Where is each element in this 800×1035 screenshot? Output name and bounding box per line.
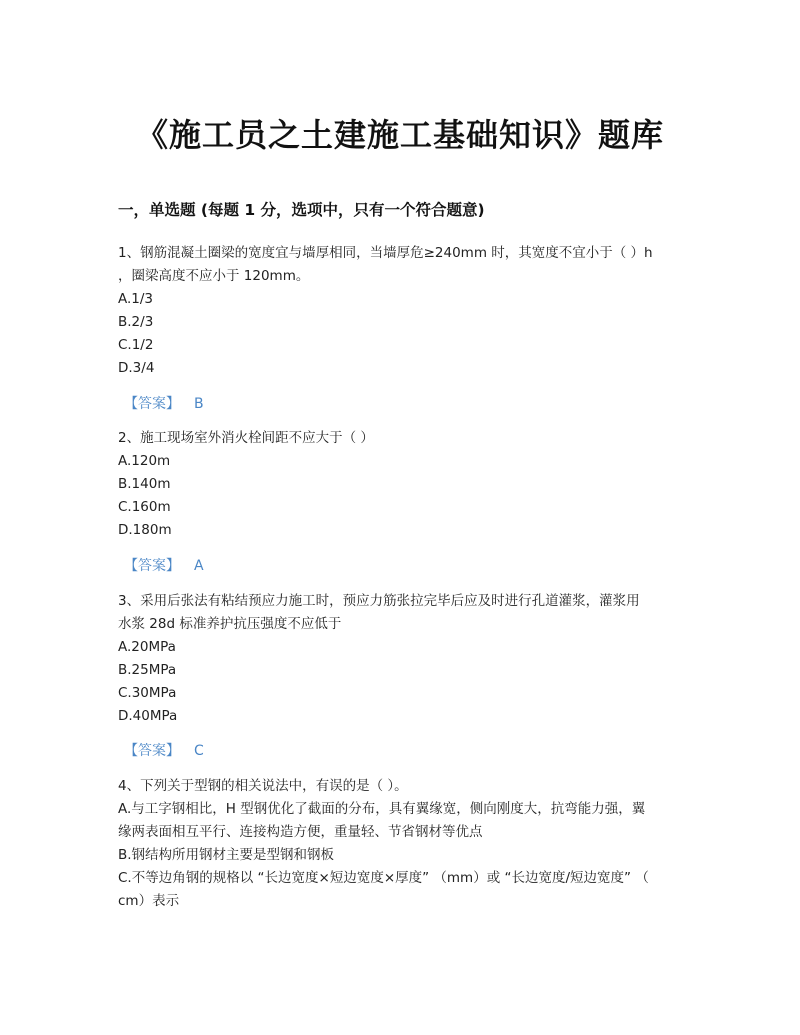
section-heading: 一，单选题 (每题 1 分，选项中，只有一个符合题意) xyxy=(118,201,485,219)
document-title: 《施工员之土建施工基础知识》题库 xyxy=(135,116,664,154)
question-1-option-c: C.1/2 xyxy=(118,337,154,353)
question-3-answer xyxy=(124,740,204,760)
answer-label: 【答案】 xyxy=(124,558,180,574)
question-2-option-c: C.160m xyxy=(118,499,171,515)
question-4-option-b: B.钢结构所用钢材主要是型钢和钢板 xyxy=(118,847,335,863)
question-3-stem-line-2: 水浆 28d 标准养护抗压强度不应低于 xyxy=(118,616,342,632)
answer-value: A xyxy=(194,558,204,574)
answer-value: B xyxy=(194,396,204,412)
question-2-option-b: B.140m xyxy=(118,476,171,492)
question-4-option-c-line-2: cm）表示 xyxy=(118,893,180,909)
answer-label: 【答案】 xyxy=(124,743,180,759)
question-3-option-a: A.20MPa xyxy=(118,639,176,655)
question-1-option-b: B.2/3 xyxy=(118,314,154,330)
question-2-option-a: A.120m xyxy=(118,453,171,469)
question-1-stem-line-1: 1、钢筋混凝土圈梁的宽度宜与墙厚相同，当墙厚危≥240mm 时，其宽度不宜小于（ ）h xyxy=(118,245,653,261)
question-2-option-d: D.180m xyxy=(118,522,172,538)
question-3-stem-line-1: 3、采用后张法有粘结预应力施工时，预应力筋张拉完毕后应及时进行孔道灌浆，灌浆用 xyxy=(118,593,640,609)
question-4-option-a-line-2: 缘两表面相互平行、连接构造方便，重量轻、节省钢材等优点 xyxy=(118,824,483,840)
question-4 xyxy=(118,775,684,913)
question-3-option-d: D.40MPa xyxy=(118,708,178,724)
question-1-option-d: D.3/4 xyxy=(118,360,155,376)
question-2-stem-line-1: 2、施工现场室外消火栓间距不应大于（ ） xyxy=(118,430,374,446)
question-2 xyxy=(118,427,684,542)
question-3-option-b: B.25MPa xyxy=(118,662,177,678)
question-1-answer xyxy=(124,393,204,413)
question-4-option-c-line-1: C.不等边角钢的规格以 “长边宽度×短边宽度×厚度” （mm）或 “长边宽度/短边宽度” （ xyxy=(118,870,649,886)
question-1 xyxy=(118,242,684,380)
answer-label: 【答案】 xyxy=(124,396,180,412)
question-1-option-a: A.1/3 xyxy=(118,291,154,307)
question-1-stem-line-2: ，圈梁高度不应小于 120mm。 xyxy=(118,268,310,284)
question-4-option-a-line-1: A.与工字钢相比，H 型钢优化了截面的分布，具有翼缘宽，侧向刚度大，抗弯能力强，翼 xyxy=(118,801,646,817)
question-2-answer xyxy=(124,555,204,575)
question-3-option-c: C.30MPa xyxy=(118,685,177,701)
answer-value: C xyxy=(194,743,204,759)
question-4-stem-line-1: 4、下列关于型钢的相关说法中，有误的是（ ）。 xyxy=(118,778,408,794)
question-3 xyxy=(118,590,684,728)
